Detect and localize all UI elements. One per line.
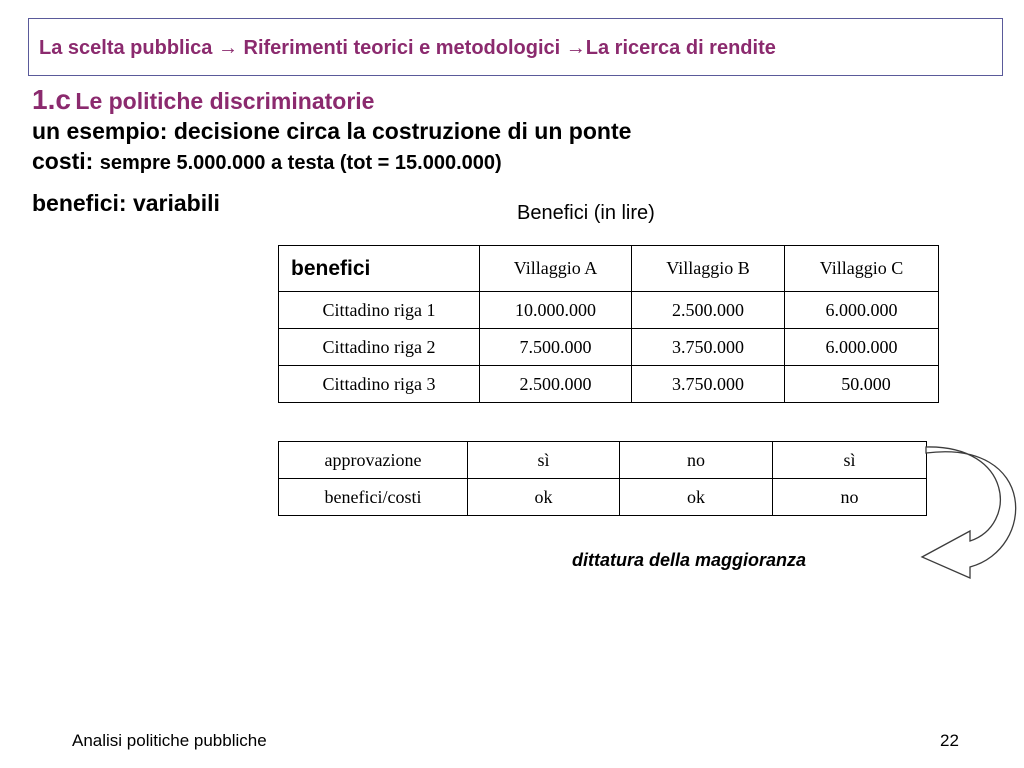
header-title: La scelta pubblica → Riferimenti teorici e metodologici →La ricerca di rendite — [39, 37, 776, 59]
page-number: 22 — [940, 731, 959, 750]
table-cell: Cittadino riga 1 — [279, 292, 480, 329]
table-cell: 3.750.000 — [632, 329, 785, 366]
table-row — [279, 292, 939, 329]
table-cell: 2.500.000 — [480, 366, 632, 403]
table-cell: Cittadino riga 2 — [279, 329, 480, 366]
header-box — [28, 18, 1003, 76]
costs-value: sempre 5.000.000 a testa (tot = 15.000.000) — [99, 152, 502, 174]
table-row — [279, 329, 939, 366]
section-number: 1.c — [32, 84, 71, 115]
section-title — [32, 84, 374, 116]
benefits-line: benefici: variabili — [32, 190, 220, 216]
header-cell: Villaggio A — [480, 246, 632, 292]
table-row — [279, 366, 939, 403]
table-cell: sì — [468, 442, 620, 479]
curved-arrow-icon — [918, 445, 1020, 580]
table-cell: no — [620, 442, 773, 479]
table-cell: 2.500.000 — [632, 292, 785, 329]
table-cell: ok — [468, 479, 620, 516]
section-title-text: Le politiche discriminatorie — [75, 88, 375, 114]
table-cell: sì — [773, 442, 927, 479]
table-row — [279, 479, 927, 516]
example-line: un esempio: decisione circa la costruzione di un ponte — [32, 118, 632, 144]
table-cell: no — [773, 479, 927, 516]
table-cell: 10.000.000 — [480, 292, 632, 329]
table-cell: 6.000.000 — [785, 329, 939, 366]
table-cell: benefici/costi — [279, 479, 468, 516]
majority-dictatorship-note: dittatura della maggioranza — [572, 550, 807, 570]
costs-label: costi: — [32, 148, 94, 174]
footer-title: Analisi politiche pubbliche — [72, 731, 267, 750]
table-cell: ok — [620, 479, 773, 516]
table-cell: 6.000.000 — [785, 292, 939, 329]
table-caption: Benefici (in lire) — [517, 202, 655, 224]
benefits-table — [278, 245, 939, 403]
header-cell: Villaggio C — [785, 246, 939, 292]
header-cell: benefici — [279, 246, 480, 292]
table-cell: 50.000 — [785, 366, 939, 403]
table-header-row — [279, 246, 939, 292]
table-cell: 7.500.000 — [480, 329, 632, 366]
table-cell: 3.750.000 — [632, 366, 785, 403]
approval-table — [278, 441, 927, 516]
table-cell: approvazione — [279, 442, 468, 479]
costs-line — [32, 148, 502, 175]
header-cell: Villaggio B — [632, 246, 785, 292]
table-cell: Cittadino riga 3 — [279, 366, 480, 403]
table-row — [279, 442, 927, 479]
